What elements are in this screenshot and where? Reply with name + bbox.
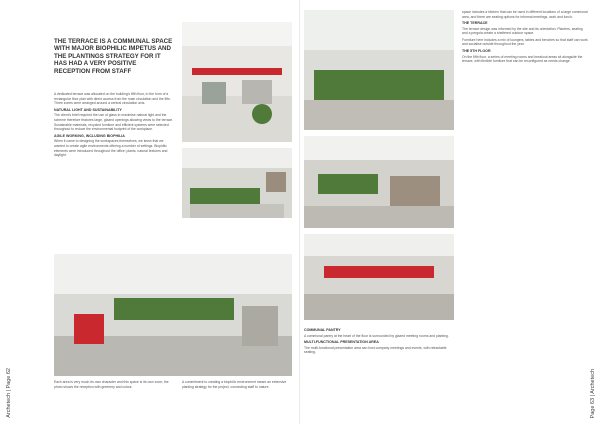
caption-biophilic [182,380,292,391]
lower-left-text [304,326,454,357]
section-paragraph: The terrace design was informed by the site and its orientation. Planters, seating and a pergola create a sheltered outdoor space. [462,26,583,36]
caption-reception [54,380,172,391]
section-heading: THE 5TH FLOOR [462,48,491,53]
photo-presentation-area [304,234,454,320]
headline: THE TERRACE IS A COMMUNAL SPACE WITH MAJOR BIOPHILIC IMPETUS AND THE PLANTINGS STRATEGY FOR IT HAS HAD A VERY POSITIVE RECEPTION FROM STAFF [54,38,173,75]
section-paragraph: A communal pantry at the heart of the floor is surrounded by glazed meeting rooms and planting. [304,333,449,338]
photo-office-red-banding [182,22,292,142]
intro-paragraph: A dedicated terrace was allocated on the building's fifth floor, in the form of a rectangular floor plan with direct access from the main circulation and the lifts. Three zones were arranged around a central circulation axis. [54,92,171,106]
section-heading: AGILE WORKING, INCLUDING BIOPHILIA [54,133,125,138]
page-number-right: Page 63 | Archetech [590,368,596,418]
section-paragraph: The multi-functional presentation area can host company meetings and events, with retractable seating. [304,345,447,355]
photo-corridor-plants [182,148,292,218]
section-heading: THE TERRACE [462,21,488,26]
section-heading: NATURAL LIGHT AND SUSTAINABILITY [54,107,122,112]
section-paragraph: When it came to designing the workspaces themselves, we knew that we wanted to create agile environments offering a number of settings. Biophilic elements were introduced throughout the office: plants, natural textures and daylight. [54,139,168,158]
caption-text: A commitment to creating a biophilic environment meant an extensive planting strategy for the project, connecting staff to nature. [182,380,287,389]
section-paragraph: Furniture here includes a mix of loungers, tables and benches so that staff can work and socialise outside throughout the year. [462,37,588,47]
section-heading: MULTI-FUNCTIONAL PRESENTATION AREA [304,340,379,345]
photo-reception-greenery [54,254,292,376]
right-column-text [462,10,588,66]
page-number-left: Archetech | Page 62 [6,368,12,418]
section-heading: COMMUNAL PANTRY [304,328,341,332]
caption-text: Each area is very much its own character and this space is its own zone; the photo shows the reception with greenery and colour. [54,380,169,389]
left-column-text [54,92,174,160]
section-paragraph: The client's brief required the use of glass to maximise natural light and the scheme therefore features large, glazed openings allowing views to the terrace. Sustainable materials, recycled furniture and efficient systems were selected throughout to reduce the environmental footprint of the workplace. [54,113,174,132]
photo-terrace-ceiling [304,10,454,130]
right-page [300,0,600,424]
photo-communal-pantry [304,136,454,228]
section-paragraph: On the fifth floor, a series of meeting rooms and breakout areas sit alongside the terrace, with flexible furniture that can be reconfigured as needs change. [462,54,583,64]
section-paragraph: space includes a kitchen that can be used in different locations of a large communal area, and there are seating options for informal meetings, work and lunch. [462,10,588,19]
